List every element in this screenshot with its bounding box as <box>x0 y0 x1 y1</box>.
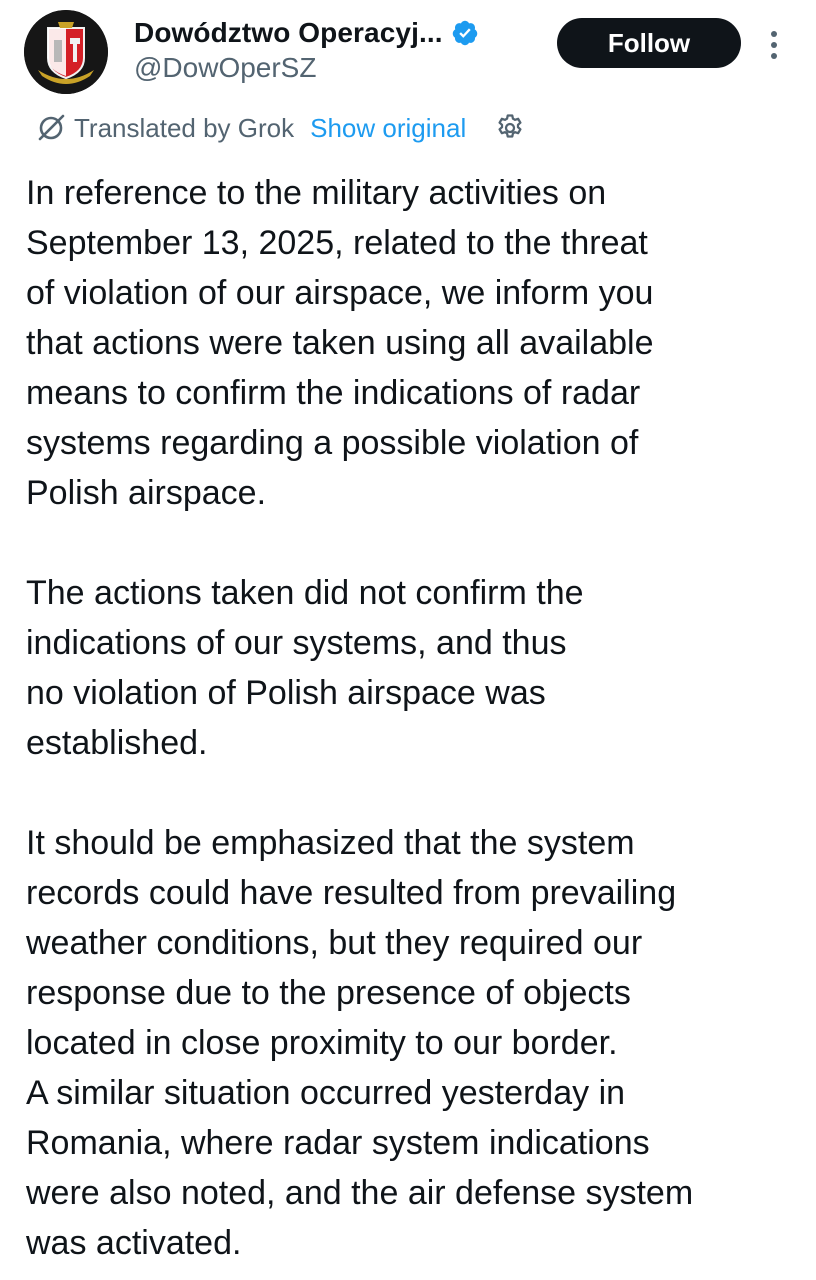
show-original-link[interactable]: Show original <box>310 112 467 143</box>
tweet-header <box>0 0 816 100</box>
avatar[interactable] <box>24 10 108 94</box>
translation-bar <box>36 110 526 146</box>
tweet-paragraph: In reference to the military activities on September 13, 2025, related to the threat of violation of our airspace, we inform you that actions were taken using all available means to confirm the indications of radar systems regarding a possible violation of Polish airspace. <box>26 174 654 512</box>
settings-gear-icon[interactable] <box>494 112 526 144</box>
more-options-icon[interactable] <box>764 28 784 64</box>
account-handle[interactable]: @DowOperSZ <box>134 52 317 83</box>
follow-button[interactable]: Follow <box>557 18 741 68</box>
display-name[interactable]: Dowództwo Operacyj... <box>134 17 443 48</box>
tweet-paragraph: It should be emphasized that the system records could have resulted from prevailing weather conditions, but they required our response due to the presence of objects located in close proximity to our border. A similar situation occurred yesterday in Romania, where radar system indications were also noted, and the air defense system was activated. <box>26 824 694 1262</box>
tweet-paragraph: The actions taken did not confirm the indications of our systems, and thus no violation of Polish airspace was established. <box>26 574 584 762</box>
translated-by-label: Translated by Grok <box>74 112 295 143</box>
coat-of-arms-icon <box>24 10 108 94</box>
name-row <box>134 16 479 50</box>
verified-badge-icon <box>451 19 479 47</box>
tweet-text <box>26 168 806 1268</box>
grok-icon <box>36 113 66 143</box>
